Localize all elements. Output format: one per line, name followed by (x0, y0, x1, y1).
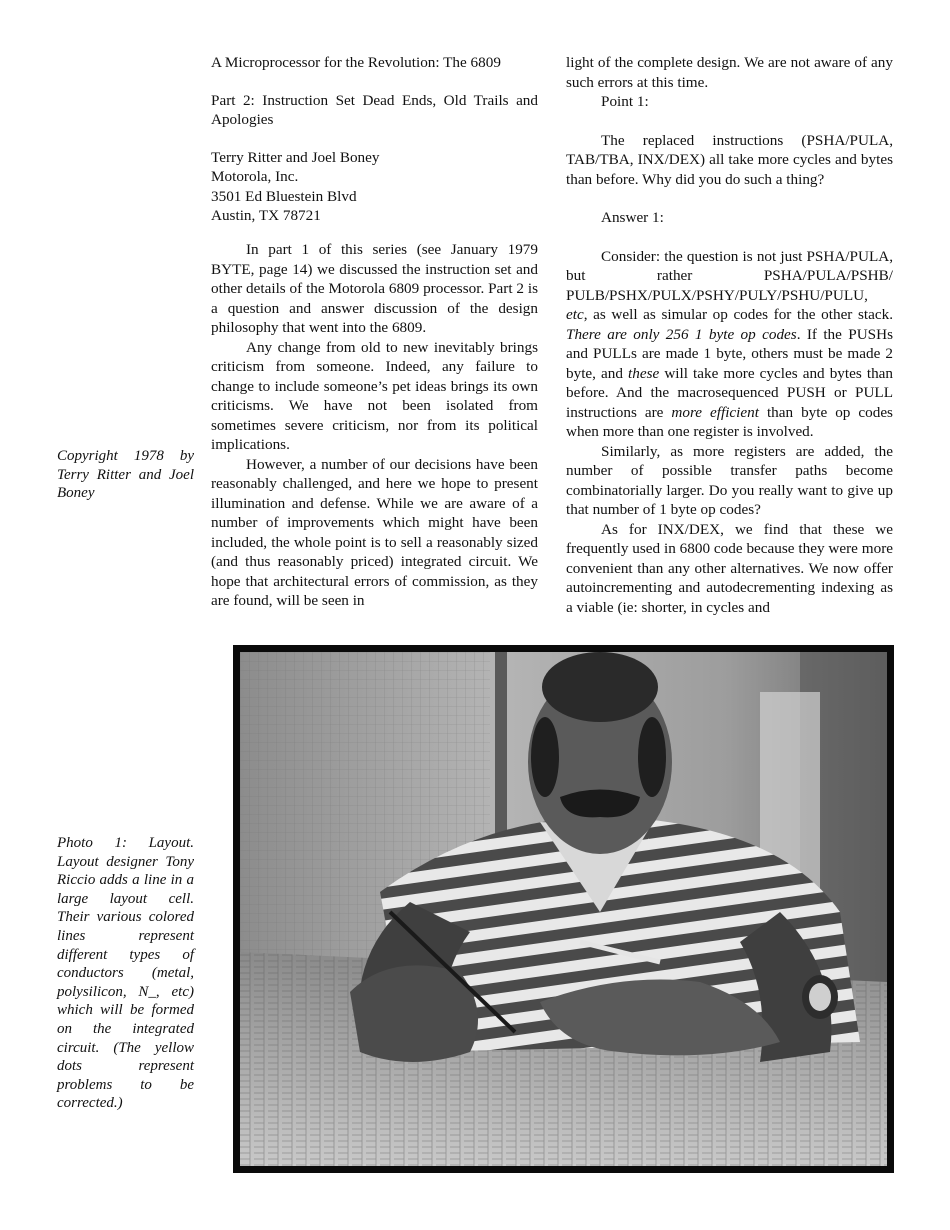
photo-image (240, 652, 887, 1166)
authors: Terry Ritter and Joel Boney (211, 148, 380, 166)
answer-1-label: Answer 1: (601, 209, 664, 226)
paragraph-decisions: However, a number of our decisions have been reasonably challenged, and here we hope to present illumination and defense. While we are aware of a number of improvements which might have been included, the whole point is to sell a reasonably sized (and thus reasonably priced) integrated circuit. We hope that architectural errors of commission, as they are found, will be seen in (211, 455, 538, 609)
article-subtitle: Part 2: Instruction Set Dead Ends, Old Trails and Apologies (211, 91, 538, 128)
paragraph-intro: In part 1 of this series (see January 1979 BYTE, page 14) we discussed the instruction set and other details of the Motorola 6809 processor. Part 2 is a question and answer discussion of the design philosophy that went into the 6809. (211, 241, 538, 336)
paragraph-inx-dex: As for INX/DEX, we find that these we frequently used in 6800 code because they were more convenient than any other alternatives. We now offer autoincrementing and autodecrementing indexing as a viable (ie: shorter, in cycles and (566, 520, 893, 616)
author-address (211, 148, 538, 226)
paragraph-similarly: Similarly, as more registers are added, the number of possible transfer paths become combinatorially larger. Do you really want to give up that number of 1 byte op codes? (566, 442, 893, 518)
city-address: Austin, TX 78721 (211, 207, 321, 224)
article-header (211, 53, 538, 226)
photo-caption: Photo 1: Layout. Layout designer Tony Riccio adds a line in a large layout cell. Their various colored lines represent different types of conductors (metal, polysilicon, N_, etc) which will be formed on the integrated circuit. (The yellow dots represent problems to be corrected.) (57, 835, 194, 1112)
answer-1-lead: Consider: the question is not just PSHA/PULA, but rather PSHA/PULA/PSHB/ PULB/PSHX/PULX/PSHY/PULY/PSHU/PULU, (566, 247, 893, 304)
left-column (211, 240, 538, 611)
answer-1-text (566, 247, 893, 442)
paragraph-continued: light of the complete design. We are not aware of any such errors at this time. (566, 54, 893, 91)
point-1-label: Point 1: (601, 93, 649, 110)
answer-1-more-efficient: more efficient (671, 403, 759, 421)
answer-1-emphasis: There are only 256 1 byte op codes (566, 325, 797, 343)
street-address: 3501 Ed Bluestein Blvd (211, 187, 357, 205)
photo-layout-designer (233, 645, 894, 1173)
copyright-note: Copyright 1978 by Terry Ritter and Joel Boney (57, 448, 194, 502)
answer-1-these: these (628, 364, 660, 382)
paragraph-criticism: Any change from old to new inevitably brings criticism from someone. Indeed, any failure to change to include someone’s pet ideas brings its own criticisms. We have not been isolated from sometimes severe criticism, nor from its political implications. (211, 338, 538, 453)
answer-1-mid3: will take more cycles and bytes than before. And the macrosequenced PUSH or PULL instructions are (566, 364, 893, 421)
point-1-question: The replaced instructions (PSHA/PULA, TAB/TBA, INX/DEX) all take more cycles and bytes than before. Why did you do such a thing? (566, 131, 893, 188)
answer-1-etc: etc (566, 306, 584, 323)
company: Motorola, Inc. (211, 168, 299, 185)
right-column (566, 53, 893, 617)
answer-1-end: than byte op codes when more than one register is involved. (566, 403, 893, 440)
article-title: A Microprocessor for the Revolution: The 6809 (211, 54, 501, 71)
answer-1-mid2: . If the PUSHs and PULLs are made 1 byte, others must be made 2 byte, and (566, 325, 893, 382)
answer-1-mid: , as well as simular op codes for the other stack. (583, 306, 893, 323)
